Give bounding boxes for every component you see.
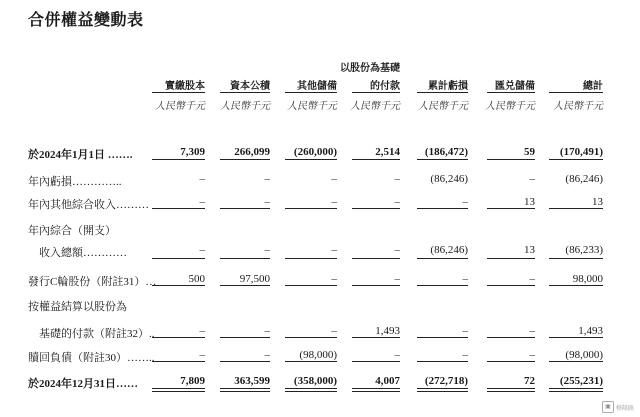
row-label: 年內綜合（開支） (28, 225, 116, 237)
row-underline (549, 258, 603, 259)
row-underline (285, 258, 337, 259)
row-underline (352, 258, 400, 259)
table-cell: 59 (524, 146, 535, 158)
row-underline (152, 208, 205, 209)
header-rule (285, 92, 337, 93)
table-cell: – (529, 273, 535, 285)
column-header: 其他儲備 (297, 81, 337, 92)
table-cell: (358,000) (293, 375, 337, 387)
column-unit: 人民幣千元 (220, 101, 270, 112)
header-rule (152, 92, 205, 93)
header-rule (220, 92, 270, 93)
column-header: 資本公積 (230, 81, 270, 92)
double-underline (417, 388, 468, 392)
table-cell: (170,491) (559, 146, 603, 158)
row-underline (285, 337, 337, 338)
column-unit: 人民幣千元 (418, 101, 468, 112)
table-cell: – (331, 196, 337, 208)
row-underline (285, 361, 337, 362)
table-cell: – (199, 173, 205, 185)
table-cell: 363,599 (234, 375, 270, 387)
row-underline (417, 361, 468, 362)
row-underline (487, 159, 535, 160)
row-underline (352, 285, 400, 286)
table-cell: (86,246) (430, 173, 468, 185)
row-underline (549, 361, 603, 362)
row-underline (417, 337, 468, 338)
row-underline (417, 159, 468, 160)
table-cell: 1,493 (578, 325, 603, 337)
table-cell: 266,099 (234, 146, 270, 158)
row-label: 按權益結算以股份為 (28, 301, 127, 313)
double-underline (549, 388, 603, 392)
row-underline (285, 285, 337, 286)
column-header: 實繳股本 (165, 81, 205, 92)
table-cell: – (264, 244, 270, 256)
row-underline (220, 159, 270, 160)
row-underline (285, 159, 337, 160)
table-cell: – (394, 349, 400, 361)
row-underline (487, 337, 535, 338)
table-cell: 7,809 (180, 375, 205, 387)
table-cell: – (264, 196, 270, 208)
table-cell: – (331, 244, 337, 256)
row-underline (352, 361, 400, 362)
header-rule (487, 92, 535, 93)
table-cell: (260,000) (293, 146, 337, 158)
row-underline (220, 285, 270, 286)
double-underline (220, 388, 270, 392)
row-label: 基礎的付款（附註32）.. (28, 328, 155, 340)
table-cell: – (264, 325, 270, 337)
row-underline (352, 337, 400, 338)
table-cell: – (462, 196, 468, 208)
row-underline (220, 361, 270, 362)
header-rule (417, 92, 468, 93)
table-cell: – (199, 196, 205, 208)
table-cell: 500 (188, 273, 205, 285)
table-cell: – (264, 349, 270, 361)
table-cell: – (199, 325, 205, 337)
table-cell: – (264, 173, 270, 185)
table-cell: – (331, 173, 337, 185)
table-cell: – (394, 244, 400, 256)
table-cell: 97,500 (239, 273, 270, 285)
row-label: 年內虧損………….. (28, 176, 122, 188)
table-cell: 1,493 (375, 325, 400, 337)
column-unit: 人民幣千元 (553, 101, 603, 112)
column-header: 的付款 (370, 81, 400, 92)
row-label: 於2024年12月31日…… (28, 378, 138, 390)
table-cell: (86,246) (430, 244, 468, 256)
row-underline (352, 159, 400, 160)
row-underline (549, 337, 603, 338)
statement-title: 合併權益變動表 (28, 10, 144, 29)
table-cell: 13 (592, 196, 603, 208)
table-cell: (86,233) (565, 244, 603, 256)
table-cell: – (462, 349, 468, 361)
table-cell: (255,231) (559, 375, 603, 387)
table-cell: – (462, 273, 468, 285)
table-cell: – (529, 349, 535, 361)
column-unit: 人民幣千元 (350, 101, 400, 112)
table-cell: 13 (524, 244, 535, 256)
row-underline (285, 208, 337, 209)
column-header: 總計 (583, 81, 603, 92)
row-underline (487, 208, 535, 209)
row-underline (549, 208, 603, 209)
row-underline (220, 337, 270, 338)
row-underline (152, 159, 205, 160)
row-underline (152, 337, 205, 338)
header-rule (549, 92, 603, 93)
row-underline (152, 258, 205, 259)
table-cell: – (331, 273, 337, 285)
column-unit: 人民幣千元 (287, 101, 337, 112)
header-rule (352, 92, 400, 93)
double-underline (285, 388, 337, 392)
row-underline (152, 285, 205, 286)
table-cell: (272,718) (424, 375, 468, 387)
table-cell: 2,514 (375, 146, 400, 158)
logo-icon: ▣ (602, 401, 614, 413)
row-label: 收入總額………… (28, 247, 127, 259)
double-underline (152, 388, 205, 392)
column-header: 累計虧損 (428, 81, 468, 92)
table-cell: 72 (524, 375, 535, 387)
row-underline (352, 208, 400, 209)
row-underline (417, 285, 468, 286)
watermark-text: 格隆匯 (616, 404, 635, 412)
table-cell: 4,007 (375, 375, 400, 387)
row-underline (417, 208, 468, 209)
column-header: 匯兑儲備 (495, 81, 535, 92)
table-cell: (98,000) (299, 349, 337, 361)
table-cell: – (529, 173, 535, 185)
table-cell: (186,472) (424, 146, 468, 158)
column-header-top: 以股份為基礎 (340, 63, 400, 74)
table-cell: 7,309 (180, 146, 205, 158)
table-cell: – (394, 173, 400, 185)
row-underline (220, 208, 270, 209)
row-underline (487, 258, 535, 259)
column-unit: 人民幣千元 (155, 101, 205, 112)
row-underline (549, 159, 603, 160)
column-unit: 人民幣千元 (485, 101, 535, 112)
row-label: 贖回負債（附註30）…….. (28, 352, 155, 364)
row-underline (417, 258, 468, 259)
table-cell: 98,000 (572, 273, 603, 285)
row-underline (220, 258, 270, 259)
row-underline (487, 285, 535, 286)
row-underline (549, 285, 603, 286)
double-underline (487, 388, 535, 392)
table-cell: – (199, 349, 205, 361)
watermark-logo (602, 400, 636, 414)
table-cell: – (462, 325, 468, 337)
double-underline (352, 388, 400, 392)
row-label: 於2024年1月1日 ……. (28, 149, 133, 161)
row-label: 年內其他綜合收入……… (28, 199, 149, 211)
row-label: 發行C輪股份（附註31）… (28, 276, 157, 288)
table-cell: – (331, 325, 337, 337)
table-cell: – (199, 244, 205, 256)
row-underline (152, 361, 205, 362)
table-cell: – (394, 196, 400, 208)
table-cell: (98,000) (565, 349, 603, 361)
table-cell: 13 (524, 196, 535, 208)
table-cell: – (529, 325, 535, 337)
row-underline (487, 361, 535, 362)
table-cell: (86,246) (565, 173, 603, 185)
table-cell: – (394, 273, 400, 285)
